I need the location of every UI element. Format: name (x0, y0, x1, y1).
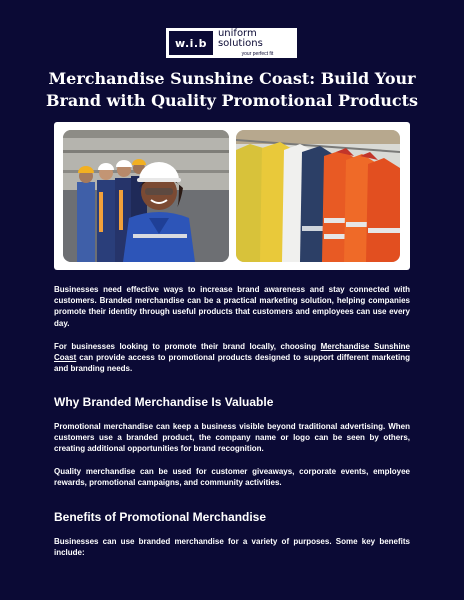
page-title: Merchandise Sunshine Coast: Build Your Brand with Quality Promotional Products (45, 69, 419, 110)
logo-tagline: your perfect fit (241, 51, 274, 57)
logo-mark: w.i.b (169, 31, 213, 55)
heading-benefits: Benefits of Promotional Merchandise (54, 510, 267, 524)
company-logo[interactable] (166, 28, 297, 58)
logo-name: uniform solutions (217, 28, 263, 49)
uses-paragraph: Quality merchandise can be used for customer giveaways, corporate events, employee rewards, promotional campaigns, and community activities. (54, 467, 410, 488)
workers-illustration (63, 130, 229, 262)
local-paragraph-text-2: can provide access to promotional products designed to support different marketing and branding needs. (54, 353, 410, 374)
intro-paragraph: Businesses need effective ways to increase brand awareness and stay connected with customers. Branded merchandise can be a practical marketing solution, helping companies promote their identity through useful products that customers and employees can use every day. (54, 285, 410, 328)
jackets-illustration (236, 130, 400, 262)
local-paragraph (54, 341, 410, 375)
valuable-paragraph: Promotional merchandise can keep a business visible beyond traditional advertising. When customers use a branded product, the company name or logo can be seen by others, creating additional opportunities for brand recognition. (54, 422, 410, 454)
merchandise-link[interactable]: Merchandise Sunshine Coast (54, 342, 411, 363)
jackets-photo (236, 130, 400, 262)
local-paragraph-text-1: For businesses looking to promote their brand locally, choosing (54, 342, 321, 351)
benefits-intro-paragraph: Businesses can use branded merchandise for a variety of purposes. Some key benefits include: (54, 537, 410, 558)
logo-text (218, 29, 297, 57)
workers-photo (63, 130, 229, 262)
heading-why-valuable: Why Branded Merchandise Is Valuable (54, 395, 274, 409)
photo-frame (54, 122, 410, 270)
